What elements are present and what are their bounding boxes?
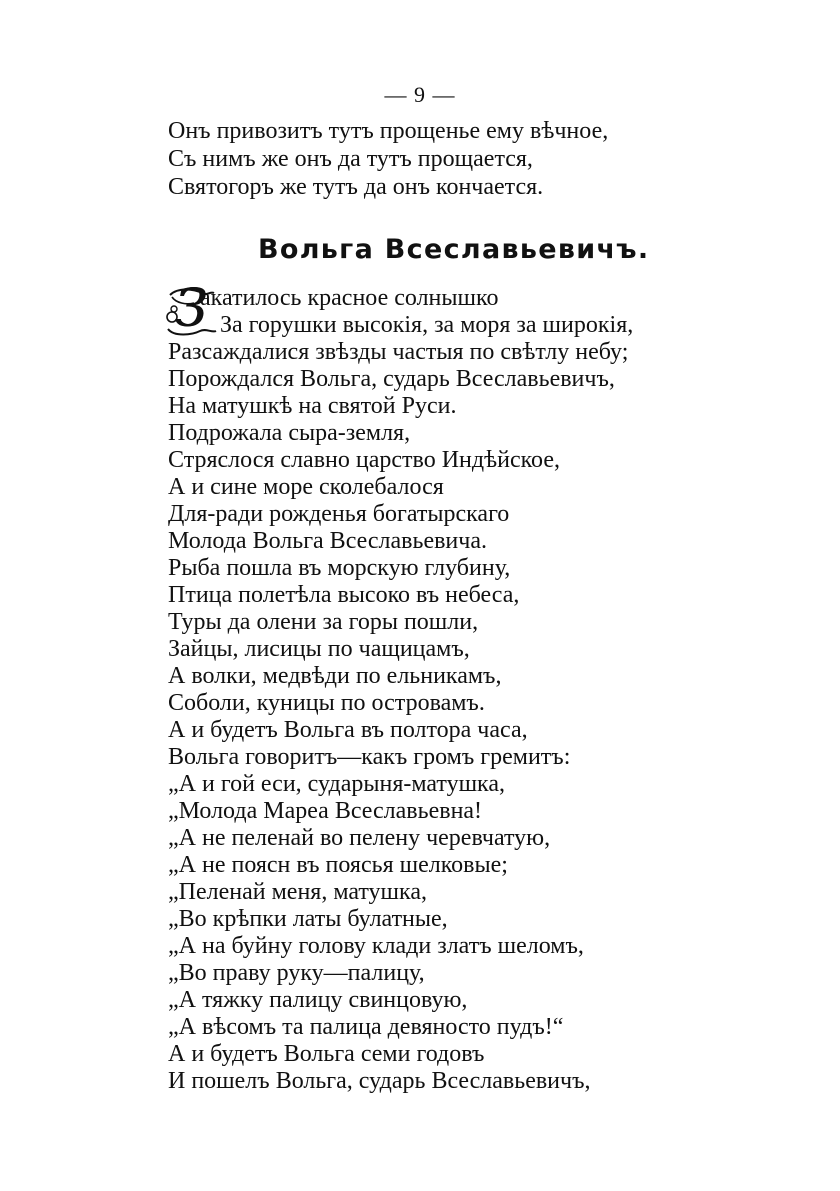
page-number: — 9 — <box>384 82 456 107</box>
poem-line: „Пеленай меня, матушка, <box>168 879 427 905</box>
poem-line: Подрожала сыра-земля, <box>168 420 411 446</box>
poem-line: „А и гой еси, сударыня-матушка, <box>168 771 506 797</box>
poem-line: Разсаждалися звѣзды частыя по свѣтлу небу; <box>168 339 629 365</box>
poem-line: За горушки высокія, за моря за широкія, <box>220 312 634 338</box>
poem-line: „А на буйну голову клади златъ шеломъ, <box>168 933 584 959</box>
poem-line: акатилось красное солнышко <box>200 285 499 311</box>
poem-line: „Молода Мареа Всеславьевна! <box>168 798 483 824</box>
poem-line: На матушкѣ на святой Руси. <box>168 393 457 419</box>
poem-line: Для-ради рожденья богатырскаго <box>168 501 510 527</box>
poem-line: Рыба пошла въ морскую глубину, <box>168 555 511 581</box>
poem-line: „А не поясн въ поясья шелковые; <box>168 852 508 878</box>
dropcap-letter: З <box>174 279 208 339</box>
poem-line: „Во праву руку—палицу, <box>168 960 425 986</box>
poem-line: Зайцы, лисицы по чащицамъ, <box>168 636 470 662</box>
poem-line: И пошелъ Вольга, сударь Всеславьевичъ, <box>168 1068 591 1094</box>
previous-stanza-line: Святогоръ же тутъ да онъ кончается. <box>168 174 544 200</box>
poem-line: „А вѣсомъ та палица девяносто пудъ!“ <box>168 1014 564 1040</box>
poem-line: Порождался Вольга, сударь Всеславьевичъ, <box>168 366 615 392</box>
poem-line: Соболи, куницы по островамъ. <box>168 690 485 716</box>
poem-opening <box>168 279 788 339</box>
poem-line: А и будетъ Вольга семи годовъ <box>168 1041 485 1067</box>
previous-stanza-line: Съ нимъ же онъ да тутъ прощается, <box>168 146 533 172</box>
poem-line: „Во крѣпки латы булатные, <box>168 906 448 932</box>
poem-title: Вольга Всеславьевичъ. <box>258 234 650 265</box>
previous-stanza <box>168 117 608 201</box>
poem-line: „А тяжку палицу свинцовую, <box>168 987 468 1013</box>
poem-line: А и сине море сколебалося <box>168 474 444 500</box>
poem-body <box>168 279 788 1095</box>
poem-line: А волки, медвѣди по ельникамъ, <box>168 663 502 689</box>
poem-line: Стряслося славно царство Индѣйское, <box>168 447 560 473</box>
poem-line: Вольга говоритъ—какъ громъ гремитъ: <box>168 744 571 770</box>
poem-line: А и будетъ Вольга въ полтора часа, <box>168 717 528 743</box>
poem-line: Туры да олени за горы пошли, <box>168 609 479 635</box>
poem-line: Молода Вольга Всеславьевича. <box>168 528 487 554</box>
poem-line: „А не пеленай во пелену черевчатую, <box>168 825 551 851</box>
poem-line: Птица полетѣла высоко въ небеса, <box>168 582 520 608</box>
previous-stanza-line: Онъ привозитъ тутъ прощенье ему вѣчное, <box>168 118 609 144</box>
